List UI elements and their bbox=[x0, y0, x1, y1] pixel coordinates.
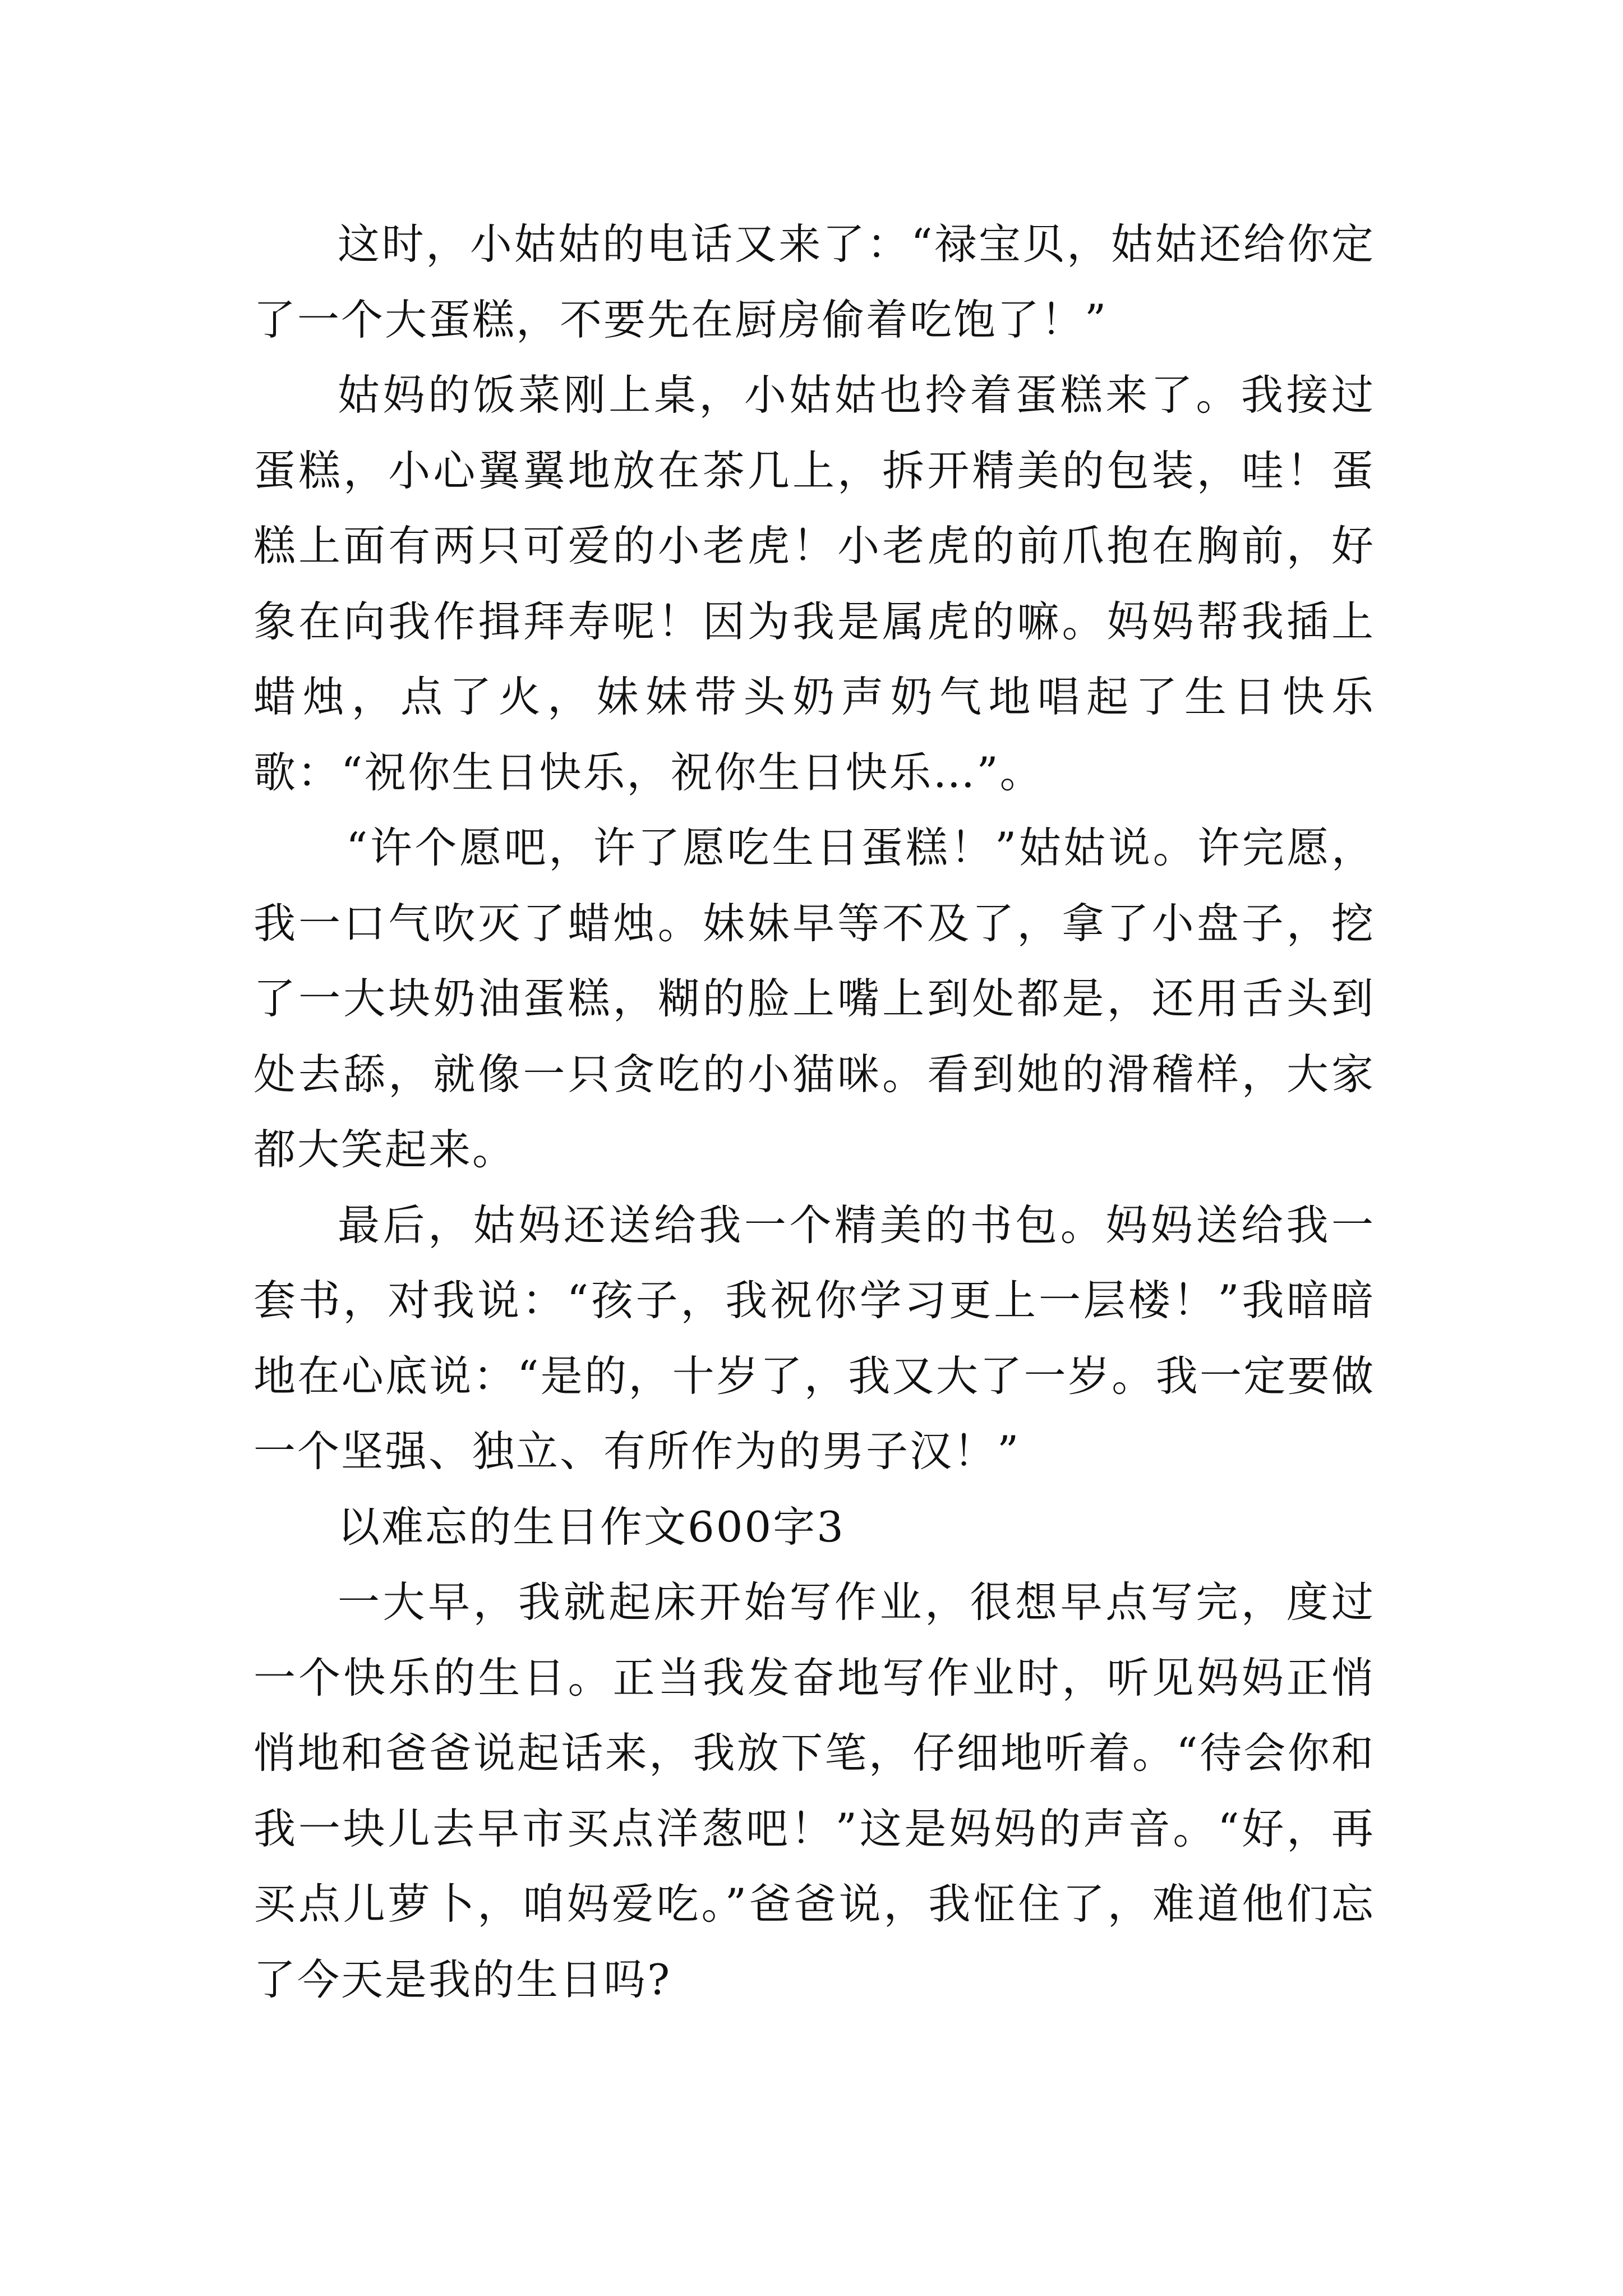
paragraph: 这时，小姑姑的电话又来了：“禄宝贝，姑姑还给你定了一个大蛋糕，不要先在厨房偷着吃饱了！” bbox=[253, 219, 1375, 344]
document-body bbox=[253, 206, 1375, 2017]
paragraph: 最后，姑妈还送给我一个精美的书包。妈妈送给我一套书，对我说：“孩子，我祝你学习更上一层楼！”我暗暗地在心底说：“是的，十岁了，我又大了一岁。我一定要做一个坚强、独立、有所作为的男子汉！” bbox=[253, 1200, 1375, 1476]
paragraph: 姑妈的饭菜刚上桌，小姑姑也拎着蛋糕来了。我接过蛋糕，小心翼翼地放在茶几上，拆开精美的包装，哇！蛋糕上面有两只可爱的小老虎！小老虎的前爪抱在胸前，好象在向我作揖拜寿呢！因为我是属虎的嘛。妈妈帮我插上蜡烛，点了火，妹妹带头奶声奶气地唱起了生日快乐歌：“祝你生日快乐，祝你生日快乐…”。 bbox=[253, 370, 1375, 797]
section-heading: 以难忘的生日作文600字3 bbox=[338, 1502, 845, 1552]
paragraph: 一大早，我就起床开始写作业，很想早点写完，度过一个快乐的生日。正当我发奋地写作业时，听见妈妈正悄悄地和爸爸说起话来，我放下笔，仔细地听着。“待会你和我一块儿去早市买点洋葱吧！”这是妈妈的声音。“好，再买点儿萝卜，咱妈爱吃。”爸爸说，我怔住了，难道他们忘了今天是我的生日吗? bbox=[253, 1577, 1375, 2004]
paragraph: “许个愿吧，许了愿吃生日蛋糕！”姑姑说。许完愿，我一口气吹灭了蜡烛。妹妹早等不及了，拿了小盘子，挖了一大块奶油蛋糕，糊的脸上嘴上到处都是，还用舌头到处去舔，就像一只贪吃的小猫咪。看到她的滑稽样，大家都大笑起来。 bbox=[253, 823, 1375, 1174]
